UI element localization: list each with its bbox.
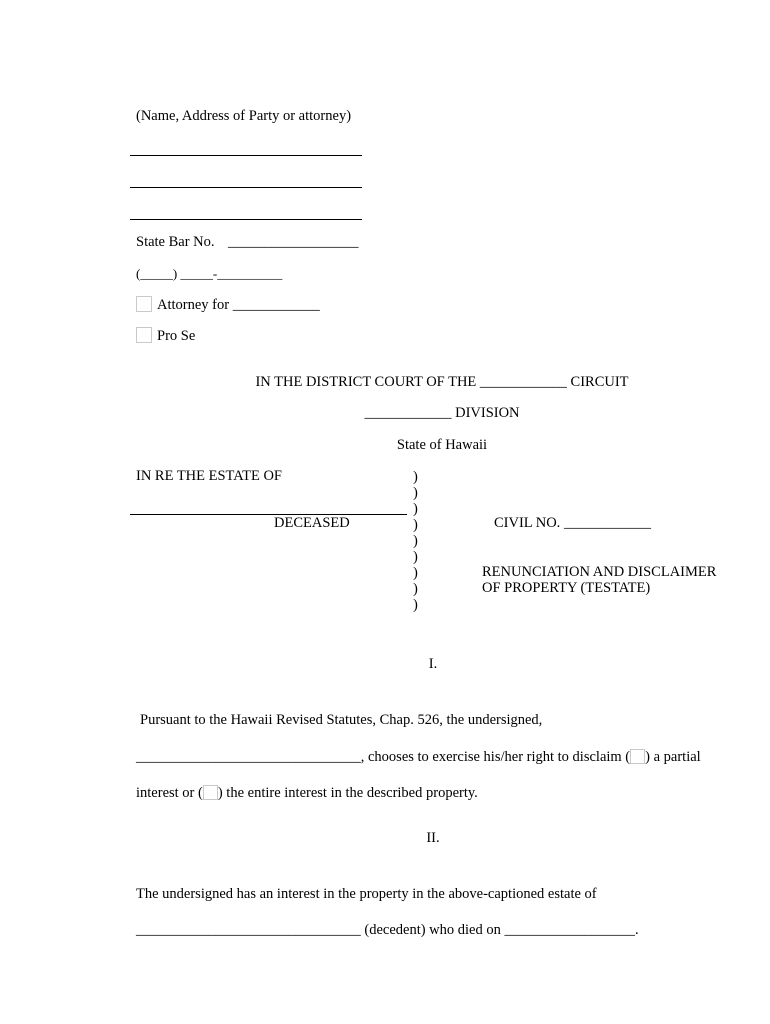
section-2-line-1: The undersigned has an interest in the property in the above-captioned estate of <box>136 886 597 902</box>
pro-se-label: Pro Se <box>157 328 196 344</box>
caption-paren: ) <box>413 501 418 517</box>
address-line-1[interactable] <box>130 155 362 156</box>
document-title-line1: RENUNCIATION AND DISCLAIMER <box>482 564 717 580</box>
estate-label: IN RE THE ESTATE OF <box>136 468 282 484</box>
attorney-for-label: Attorney for ____________ <box>157 297 320 313</box>
section-1-heading: I. <box>428 656 438 672</box>
circuit-field[interactable]: ____________ <box>479 374 567 390</box>
deceased-label: DECEASED <box>274 515 350 531</box>
court-heading: IN THE DISTRICT COURT OF THE ____________ CIRCUIT <box>255 374 629 390</box>
decedent-field[interactable]: _______________________________ <box>136 922 361 938</box>
state-heading: State of Hawaii <box>396 437 488 453</box>
address-line-2[interactable] <box>130 187 362 188</box>
partial-interest-checkbox[interactable] <box>630 749 645 764</box>
section-2-line-2: _______________________________ (decedent) who died on __________________. <box>136 922 639 938</box>
section-1-line-2: _______________________________, chooses to exercise his/her right to disclaim ( ) a partial <box>136 749 701 765</box>
pro-se-checkbox[interactable] <box>136 327 152 343</box>
party-name-label: (Name, Address of Party or attorney) <box>136 108 352 124</box>
phone-field[interactable]: (_____) _____-__________ <box>136 266 283 281</box>
civil-no: CIVIL NO. ____________ <box>494 515 651 531</box>
document-title-line2: OF PROPERTY (TESTATE) <box>482 580 651 596</box>
caption-paren: ) <box>413 469 418 485</box>
caption-paren: ) <box>413 517 418 533</box>
attorney-for-field[interactable]: ____________ <box>232 297 320 313</box>
caption-paren: ) <box>413 533 418 549</box>
caption-paren: ) <box>413 597 418 613</box>
state-bar-field[interactable]: __________________ <box>228 234 359 250</box>
entire-interest-checkbox[interactable] <box>203 785 218 800</box>
section-1-line-3: interest or ( ) the entire interest in the described property. <box>136 785 478 801</box>
caption-paren: ) <box>413 581 418 597</box>
decedent-name-line[interactable] <box>130 514 407 515</box>
section-2-heading: II. <box>426 830 440 846</box>
attorney-for-checkbox[interactable] <box>136 296 152 312</box>
caption-paren: ) <box>413 549 418 565</box>
division-heading: ____________ DIVISION <box>364 405 520 421</box>
address-line-3[interactable] <box>130 219 362 220</box>
caption-paren: ) <box>413 485 418 501</box>
date-of-death-field[interactable]: __________________ <box>504 922 635 938</box>
division-field[interactable]: ____________ <box>364 405 452 421</box>
civil-no-field[interactable]: ____________ <box>563 515 651 531</box>
section-1-line-1: Pursuant to the Hawaii Revised Statutes, Chap. 526, the undersigned, <box>140 712 543 728</box>
state-bar-label: State Bar No. <box>136 234 215 250</box>
disclaimant-name-field[interactable]: _______________________________ <box>136 749 361 765</box>
caption-paren: ) <box>413 565 418 581</box>
